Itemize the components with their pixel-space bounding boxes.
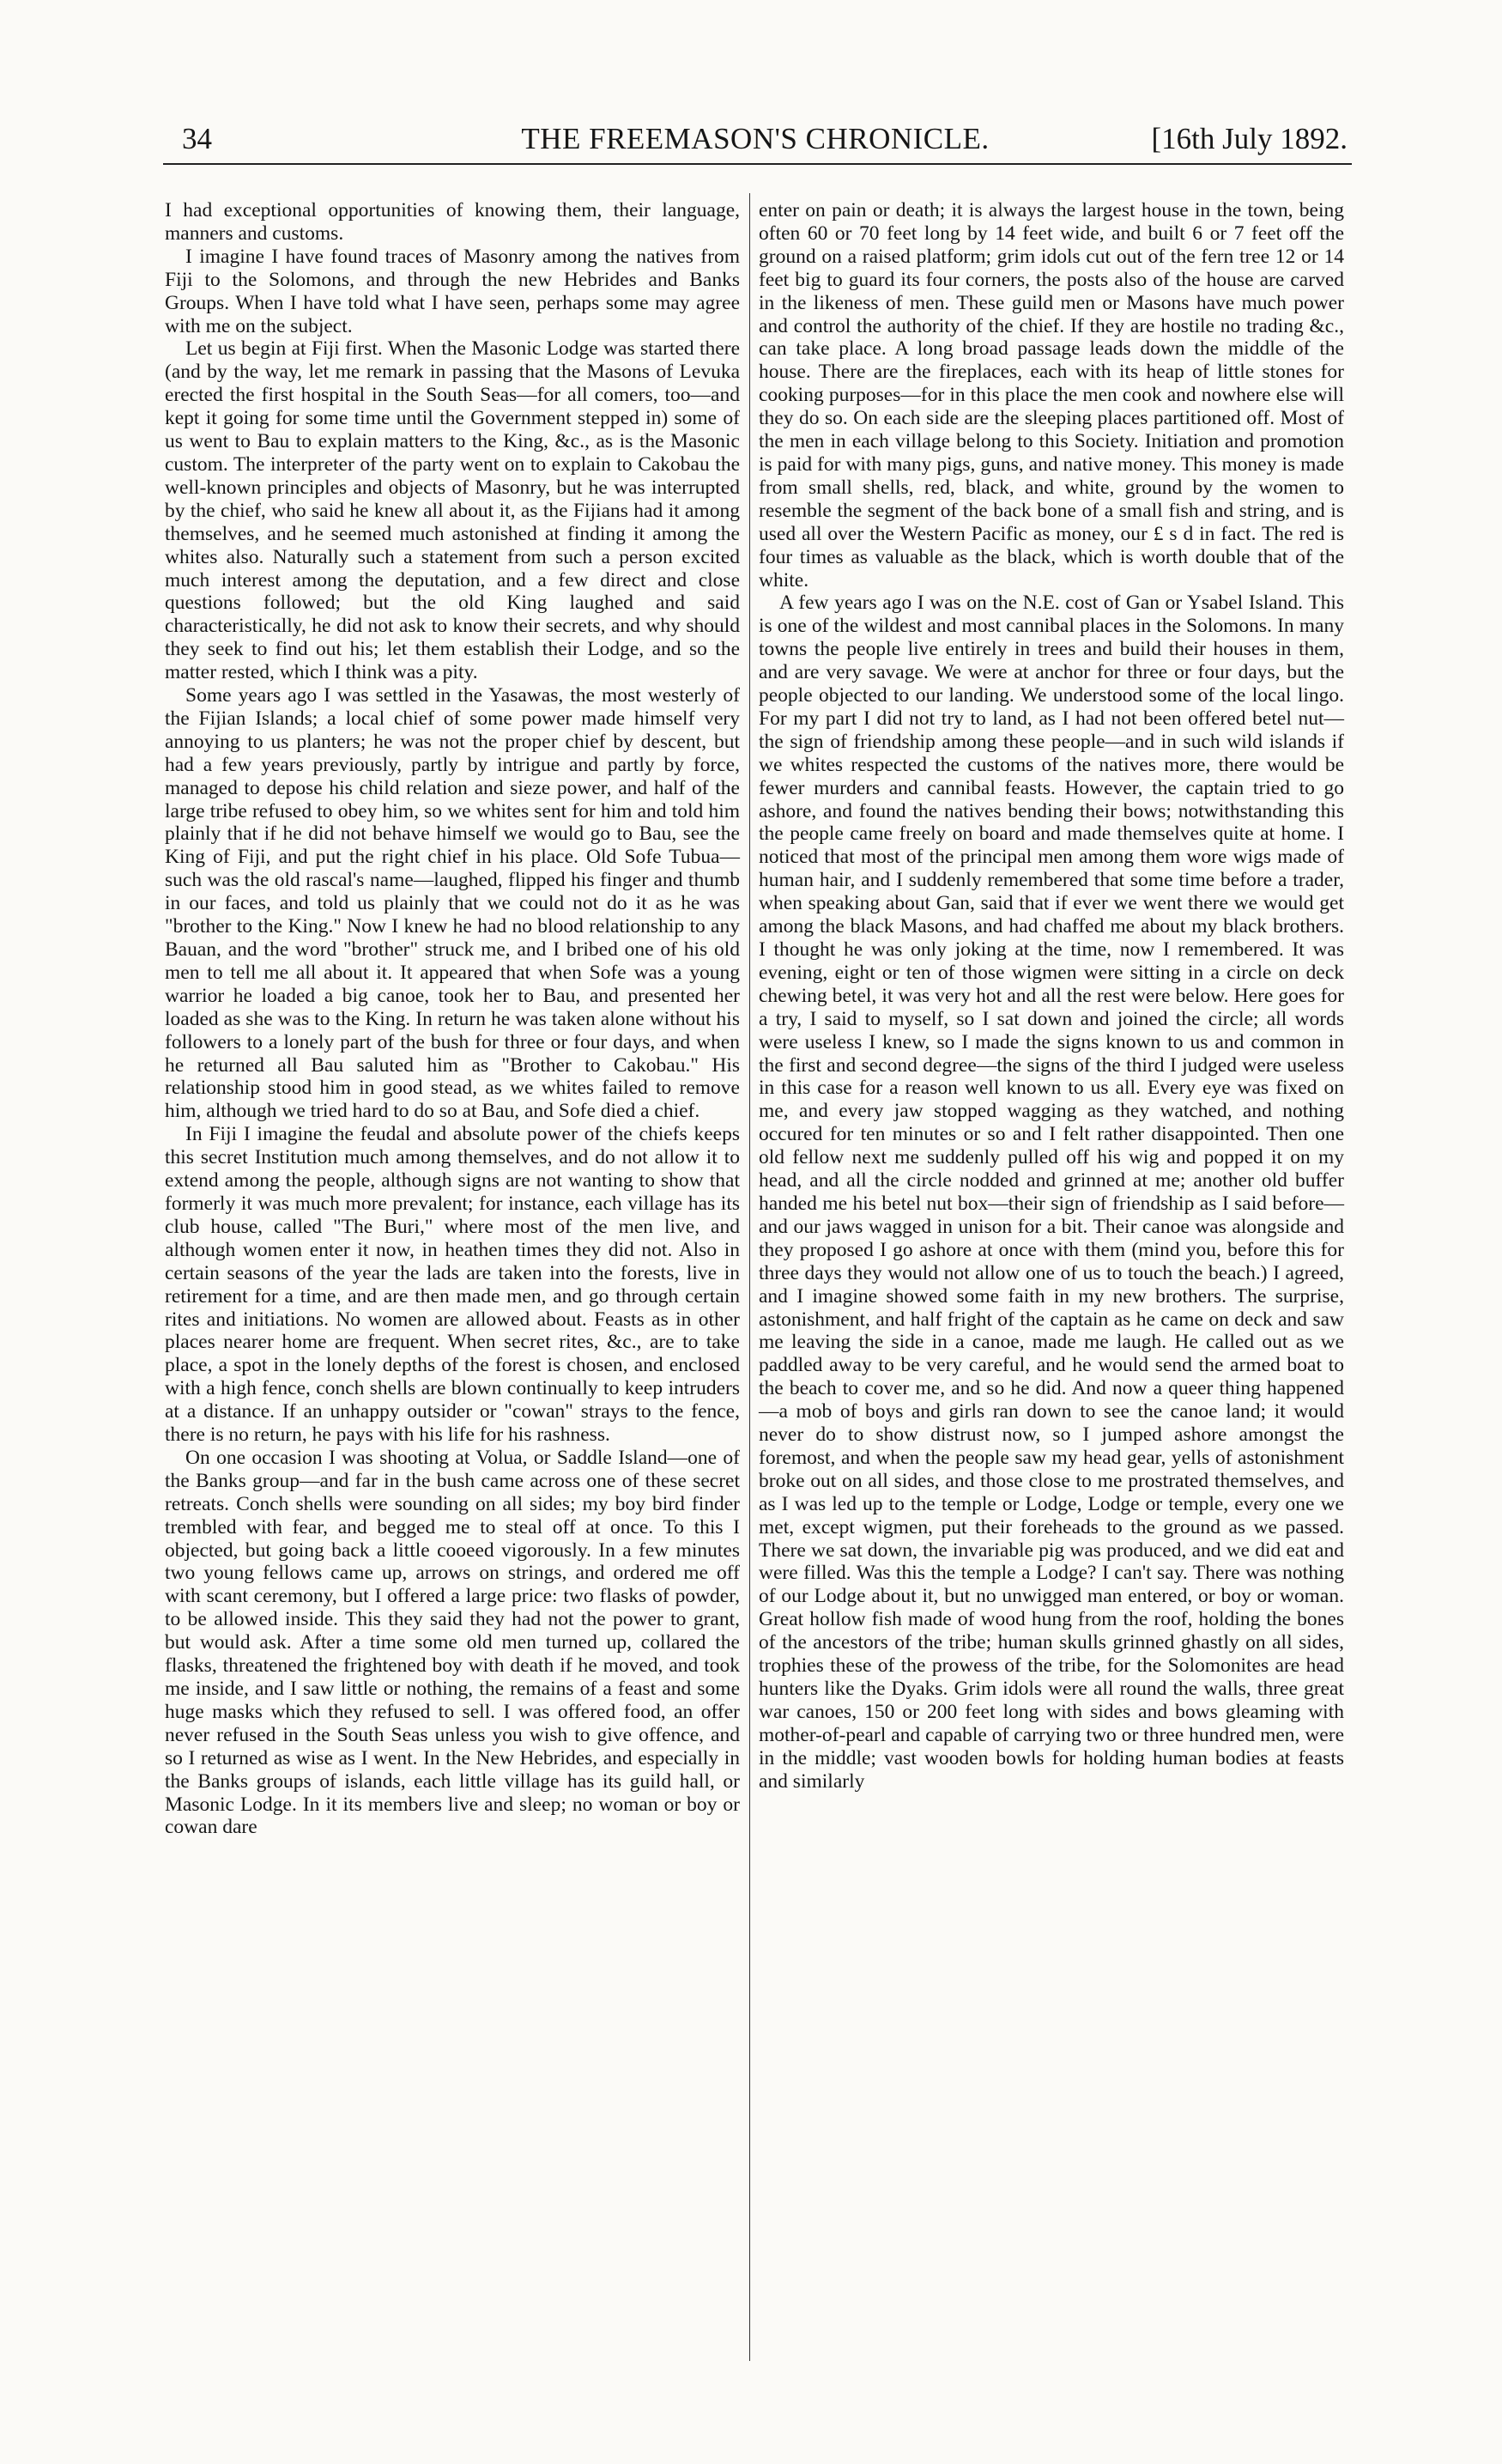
paragraph: I had exceptional opportunities of knowing them, their language, manners and customs. bbox=[165, 199, 740, 245]
paragraph: In Fiji I imagine the feudal and absolute power of the chiefs keeps this secret Institution much among themselves, and do not allow it to extend among the people, although signs are not wanting to show that formerly it was much more prevalent; for instance, each village has its club house, called "The Buri," where most of the men live, and although women enter it now, in heathen times they did not. Also in certain seasons of the year the lads are taken into the forests, live in retirement for a time, and are then made men, and go through certain rites and initiations. No women are allowed about. Feasts as in other places nearer home are frequent. When secret rites, &c., are to take place, a spot in the lonely depths of the forest is chosen, and enclosed with a high fence, conch shells are blown continually to keep intruders at a distance. If an unhappy outsider or "cowan" strays to the fence, there is no return, he pays with his life for his rashness. bbox=[165, 1123, 740, 1447]
column-divider bbox=[749, 193, 750, 2361]
left-column bbox=[165, 199, 740, 1839]
page-header bbox=[163, 122, 1348, 163]
paragraph: Let us begin at Fiji first. When the Masonic Lodge was started there (and by the way, let me remark in passing that the Masons of Levuka erected the first hospital in the South Seas—for all comers, too—and kept it going for some time until the Government stepped in) some of us went to Bau to explain matters to the King, &c., as is the Masonic custom. The interpreter of the party went on to explain to Cakobau the well-known principles and objects of Masonry, but he was interrupted by the chief, who said he knew all about it, as the Fijians had it among themselves, and he seemed much astonished at finding it among the whites also. Naturally such a statement from such a person excited much interest among the deputation, and a few direct and close questions followed; but the old King laughed and said characteristically, he did not ask to know their secrets, and why should they seek to find out his; let them establish their Lodge, and so the matter rested, which I think was a pity. bbox=[165, 337, 740, 684]
issue-date: [16th July 1892. bbox=[1151, 122, 1348, 155]
right-column bbox=[759, 199, 1344, 1793]
publication-title: THE FREEMASON'S CHRONICLE. bbox=[521, 122, 990, 155]
page-number: 34 bbox=[182, 122, 212, 155]
paragraph: A few years ago I was on the N.E. cost of Gan or Ysabel Island. This is one of the wildest and most cannibal places in the Solomons. In many towns the people live entirely in trees and build their houses in them, and are very savage. We were at anchor for three or four days, but the people objected to our landing. We understood some of the local lingo. For my part I did not try to land, as I had not been offered betel nut—the sign of friendship among these people—and in such wild islands if we whites respected the customs of the natives more, there would be fewer murders and cannibal feasts. However, the captain tried to go ashore, and found the natives bending their bows; notwithstanding this the people came freely on board and made themselves quite at home. I noticed that most of the principal men among them wore wigs made of human hair, and I suddenly remembered that some time before a trader, when speaking about Gan, said that if ever we went there we would get among the black Masons, and had chaffed me about my black brothers. I thought he was only joking at the time, now I remembered. It was evening, eight or ten of those wigmen were sitting in a circle on deck chewing betel, it was very hot and all the rest were below. Here goes for a try, I said to myself, so I sat down and joined the circle; all words were useless I knew, so I made the signs known to us and common in the first and second degree—the signs of the third I judged were useless in this case for a reason well known to us all. Every eye was fixed on me, and every jaw stopped wagging as they watched, and nothing occured for ten minutes or so and I felt rather disappointed. Then one old fellow next me suddenly pulled off his wig and popped it on my head, and all the circle nodded and grinned at me; another old buffer handed me his betel nut box—their sign of friendship as I said before—and our jaws wagged in unison for a bit. Their canoe was alongside and they proposed I go ashore at once with them (mind you, before this for three days they would not allow one of us to touch the beach.) I agreed, and I imagine showed some faith in my new brothers. The surprise, astonishment, and half fright of the captain as he came on deck and saw me leaving the side in a canoe, made me laugh. He called out as we paddled away to be very careful, and he would send the armed boat to the beach to cover me, and so he did. And now a queer thing happened—a mob of boys and girls ran down to see the canoe land; it would never do to show distrust now, so I jumped ashore amongst the foremost, and when the people saw my head gear, yells of astonishment broke out on all sides, and those close to me prostrated themselves, and as I was led up to the temple or Lodge, Lodge or temple, every one we met, except wigmen, put their foreheads to the ground as we passed. There we sat down, the invariable pig was produced, and we did eat and were filled. Was this the temple a Lodge? I can't say. There was nothing of our Lodge about it, but no unwigged man entered, or boy or woman. Great hollow fish made of wood hung from the roof, holding the bones of the ancestors of the tribe; human skulls grinned ghastly on all sides, trophies these of the prowess of the tribe, for the Solomonites are head hunters like the Dyaks. Grim idols were all round the walls, three great war canoes, 150 or 200 feet long with sides and bows gleaming with mother-of-pearl and capable of carrying two or three hundred men, were in the middle; vast wooden bowls for holding human bodies at feasts and similarly bbox=[759, 592, 1344, 1793]
paragraph: I imagine I have found traces of Masonry among the natives from Fiji to the Solomons, and through the new Hebrides and Banks Groups. When I have told what I have seen, perhaps some may agree with me on the subject. bbox=[165, 245, 740, 337]
paragraph: On one occasion I was shooting at Volua, or Saddle Island—one of the Banks group—and far in the bush came across one of these secret retreats. Conch shells were sounding on all sides; my boy bird finder trembled with fear, and begged me to steal off at once. To this I objected, but going back a little cooeed vigorously. In a few minutes two young fellows came up, arrows on strings, and ordered me off with scant ceremony, but I offered a large price: two flasks of powder, to be allowed inside. This they said they had not the power to grant, but would ask. After a time some old men turned up, collared the flasks, threatened the frightened boy with death if he moved, and took me inside, and I saw little or nothing, the remains of a feast and some huge masks which they refused to sell. I was offered food, an offer never refused in the South Seas unless you wish to give offence, and so I returned as wise as I went. In the New Hebrides, and especially in the Banks groups of islands, each little village has its guild hall, or Masonic Lodge. In it its members live and sleep; no woman or boy or cowan dare bbox=[165, 1446, 740, 1839]
header-rule bbox=[163, 163, 1352, 165]
paragraph: enter on pain or death; it is always the largest house in the town, being often 60 or 70 feet long by 14 feet wide, and built 6 or 7 feet off the ground on a raised platform; grim idols cut out of the fern tree 12 or 14 feet big to guard its four corners, the posts also of the house are carved in the likeness of men. These guild men or Masons have much power and control the authority of the chief. If they are hostile no trading &c., can take place. A long broad passage leads down the middle of the house. There are the fireplaces, each with its heap of little stones for cooking purposes—for in this place the men cook and nowhere else will they do so. On each side are the sleeping places partitioned off. Most of the men in each village belong to this Society. Initiation and promotion is paid for with many pigs, guns, and native money. This money is made from small shells, red, black, and white, ground by the women to resemble the segment of the back bone of a small fish and string, and is used all over the Western Pacific as money, our £ s d in fact. The red is four times as valuable as the black, which is worth double that of the white. bbox=[759, 199, 1344, 592]
paragraph: Some years ago I was settled in the Yasawas, the most westerly of the Fijian Islands; a local chief of some power made himself very annoying to us planters; he was not the proper chief by descent, but had a few years previously, partly by intrigue and partly by force, managed to depose his child relation and sieze power, and half of the large tribe refused to obey him, so we whites sent for him and told him plainly that if he did not behave himself we would go to Bau, see the King of Fiji, and put the right chief in his place. Old Sofe Tubua—such was the old rascal's name—laughed, flipped his finger and thumb in our faces, and told us plainly that we could not do it as he was "brother to the King." Now I knew he had no blood relationship to any Bauan, and the word "brother" struck me, and I bribed one of his old men to tell me all about it. It appeared that when Sofe was a young warrior he loaded a big canoe, took her to Bau, and presented her loaded as she was to the King. In return he was taken alone without his followers to a lonely part of the bush for three or four days, and when he returned all Bau saluted him as "Brother to Cakobau." His relationship stood him in good stead, as we whites failed to remove him, although we tried hard to do so at Bau, and Sofe died a chief. bbox=[165, 684, 740, 1123]
